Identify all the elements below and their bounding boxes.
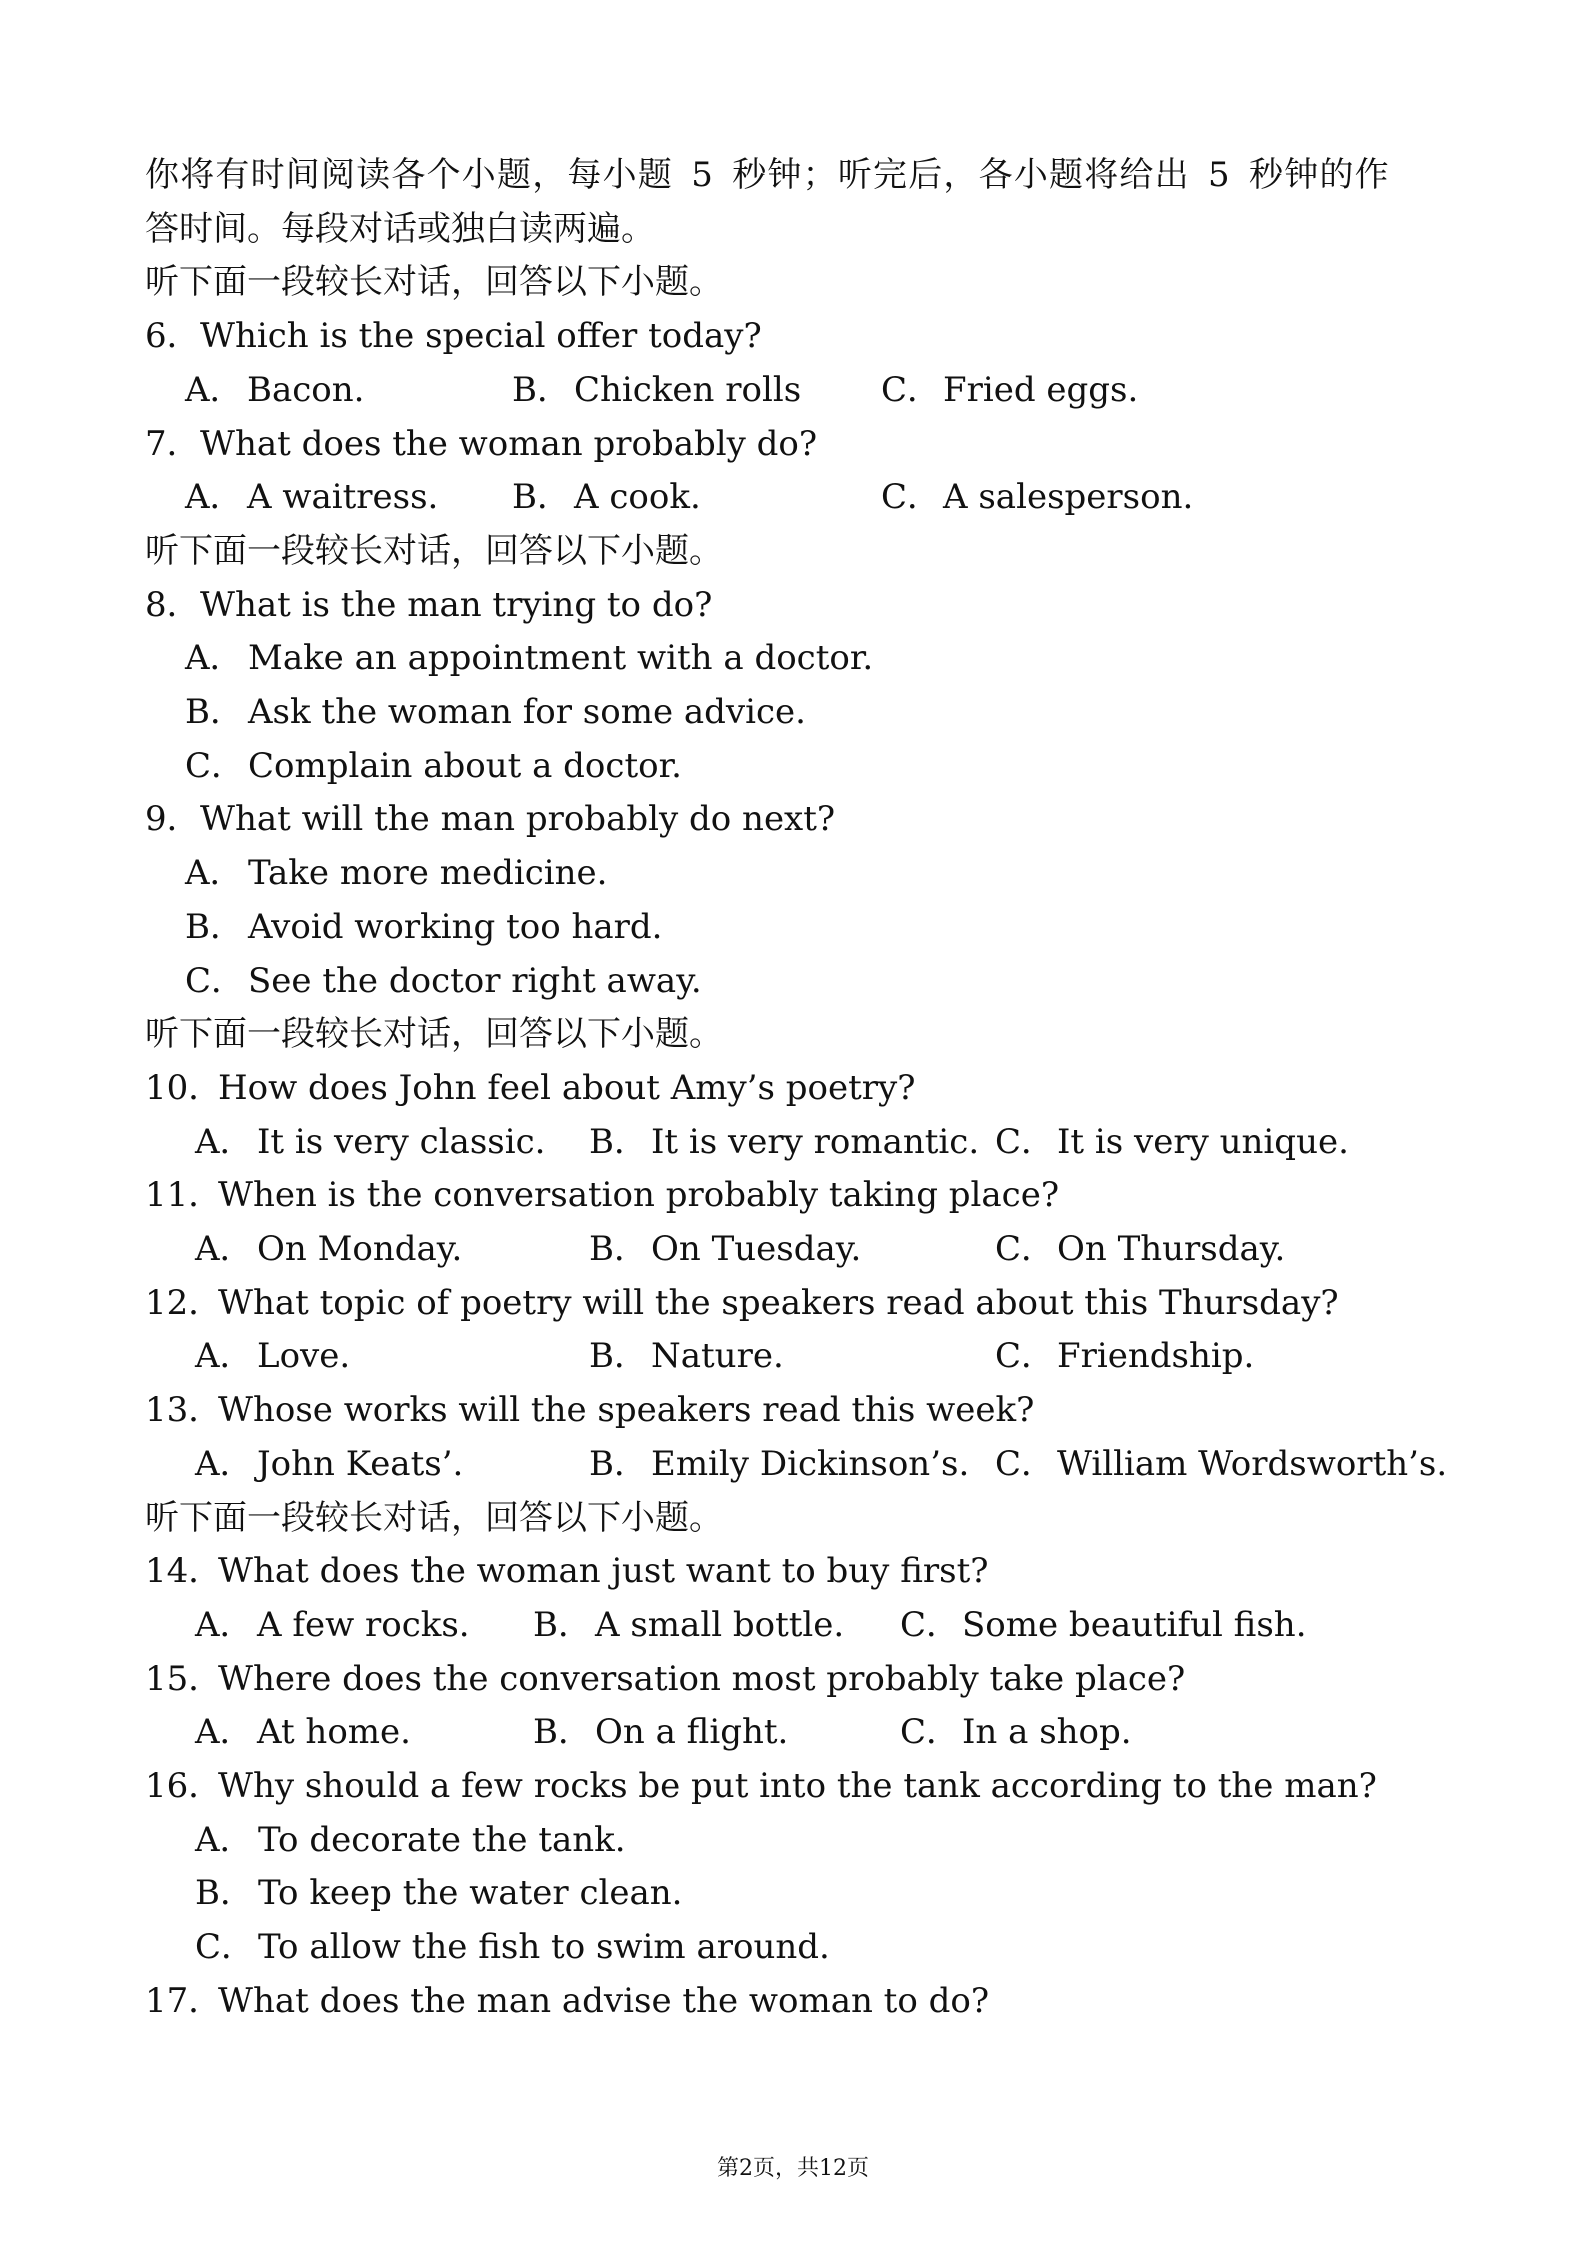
section-instruction bbox=[0, 524, 1586, 578]
section-instruction-text: 听下面一段较长对话，回答以下小题。 bbox=[145, 1497, 723, 1538]
question-number: 9． bbox=[145, 799, 201, 840]
option-letter: B． bbox=[589, 1336, 648, 1377]
question-row bbox=[0, 1061, 1586, 1115]
question-text: What does the woman probably do? bbox=[200, 423, 818, 464]
option-row bbox=[0, 1813, 1586, 1867]
question-row bbox=[0, 1652, 1586, 1706]
question-text: How does John feel about Amy’s poetry? bbox=[218, 1067, 916, 1108]
option-letter: B． bbox=[512, 477, 571, 518]
option-text: Bacon. bbox=[247, 369, 365, 410]
option-row bbox=[0, 363, 1586, 417]
option-letter: C． bbox=[995, 1229, 1056, 1269]
option-text: A small bottle. bbox=[595, 1604, 845, 1645]
intro-line bbox=[0, 202, 1586, 256]
question-row bbox=[0, 1276, 1586, 1330]
option-letter: C． bbox=[195, 1927, 256, 1968]
option-letter: C． bbox=[900, 1712, 961, 1753]
question-row bbox=[0, 1544, 1586, 1598]
option-letter: B． bbox=[185, 692, 244, 732]
question-number: 8． bbox=[145, 584, 201, 625]
question-row bbox=[0, 417, 1586, 471]
option-row bbox=[0, 739, 1586, 793]
option-letter: B． bbox=[589, 1121, 648, 1162]
question-number: 13． bbox=[145, 1390, 223, 1431]
option-text: Friendship. bbox=[1057, 1336, 1255, 1377]
question-text: What topic of poetry will the speakers read about this Thursday? bbox=[218, 1282, 1339, 1323]
option-row bbox=[0, 1705, 1586, 1759]
option-text: Nature. bbox=[651, 1336, 784, 1377]
option-letter: A． bbox=[195, 1443, 254, 1484]
question-number: 14． bbox=[145, 1551, 223, 1592]
option-row bbox=[0, 631, 1586, 685]
question-row bbox=[0, 792, 1586, 846]
option-letter: C． bbox=[185, 960, 246, 1001]
question-text: Why should a few rocks be put into the tank according to the man? bbox=[218, 1766, 1377, 1806]
option-text: Complain about a doctor. bbox=[248, 745, 682, 786]
question-row bbox=[0, 1383, 1586, 1437]
intro-text: 你将有时间阅读各个小题，每小题 5 秒钟；听完后，各小题将给出 5 秒钟的作 bbox=[145, 155, 1390, 195]
page-footer: 第2页，共12页 bbox=[717, 2156, 869, 2181]
option-letter: A． bbox=[185, 853, 244, 894]
option-text: Avoid working too hard. bbox=[248, 906, 663, 947]
option-text: On Tuesday. bbox=[651, 1229, 862, 1269]
option-letter: A． bbox=[195, 1819, 254, 1860]
question-text: What does the man advise the woman to do? bbox=[218, 1980, 990, 2021]
option-letter: B． bbox=[533, 1604, 592, 1645]
option-text: On a flight. bbox=[595, 1712, 789, 1753]
question-number: 11． bbox=[145, 1175, 223, 1216]
option-letter: C． bbox=[995, 1443, 1056, 1484]
question-row bbox=[0, 309, 1586, 363]
option-text: William Wordsworth’s. bbox=[1057, 1443, 1448, 1484]
question-number: 10． bbox=[145, 1067, 223, 1108]
option-text: Chicken rolls bbox=[574, 369, 802, 410]
option-letter: C． bbox=[995, 1336, 1056, 1377]
option-letter: C． bbox=[900, 1604, 961, 1645]
option-letter: C． bbox=[995, 1121, 1056, 1162]
option-text: It is very unique. bbox=[1057, 1121, 1349, 1162]
option-letter: B． bbox=[589, 1443, 648, 1484]
option-letter: A． bbox=[195, 1604, 254, 1645]
option-letter: A． bbox=[195, 1336, 254, 1377]
section-instruction bbox=[0, 1007, 1586, 1061]
option-text: To decorate the tank. bbox=[258, 1819, 626, 1860]
question-number: 12． bbox=[145, 1282, 223, 1323]
option-text: In a shop. bbox=[962, 1712, 1132, 1753]
option-letter: A． bbox=[185, 369, 244, 410]
section-instruction-text: 听下面一段较长对话，回答以下小题。 bbox=[145, 1014, 723, 1055]
option-text: It is very classic. bbox=[257, 1121, 546, 1162]
option-letter: C． bbox=[881, 477, 942, 518]
option-letter: A． bbox=[195, 1712, 254, 1753]
option-letter: C． bbox=[185, 745, 246, 786]
question-number: 15． bbox=[145, 1658, 223, 1699]
option-row bbox=[0, 685, 1586, 739]
question-row bbox=[0, 1759, 1586, 1813]
option-text: Love. bbox=[257, 1336, 351, 1377]
option-text: Take more medicine. bbox=[248, 853, 608, 894]
option-letter: C． bbox=[881, 369, 942, 410]
section-instruction-text: 听下面一段较长对话，回答以下小题。 bbox=[145, 262, 723, 303]
option-row bbox=[0, 954, 1586, 1008]
option-letter: B． bbox=[512, 369, 571, 410]
option-row bbox=[0, 846, 1586, 900]
question-text: What does the woman just want to buy first? bbox=[218, 1551, 989, 1592]
option-text: Make an appointment with a doctor. bbox=[248, 638, 874, 679]
option-letter: A． bbox=[195, 1121, 254, 1162]
question-text: What will the man probably do next? bbox=[200, 799, 836, 840]
option-text: Ask the woman for some advice. bbox=[248, 692, 806, 732]
option-letter: B． bbox=[533, 1712, 592, 1753]
option-text: Some beautiful fish. bbox=[962, 1604, 1307, 1645]
option-row bbox=[0, 1598, 1586, 1652]
question-text: Where does the conversation most probably take place? bbox=[218, 1658, 1186, 1699]
option-text: A cook. bbox=[574, 477, 701, 518]
option-row bbox=[0, 1920, 1586, 1974]
question-text: Which is the special offer today? bbox=[200, 316, 762, 357]
question-number: 16． bbox=[145, 1766, 223, 1806]
option-row bbox=[0, 900, 1586, 954]
option-letter: A． bbox=[195, 1229, 254, 1269]
option-row bbox=[0, 1329, 1586, 1383]
option-letter: A． bbox=[185, 638, 244, 679]
question-number: 17． bbox=[145, 1980, 223, 2021]
question-text: When is the conversation probably taking place? bbox=[218, 1175, 1060, 1216]
option-row bbox=[0, 1866, 1586, 1920]
question-row bbox=[0, 578, 1586, 632]
question-row bbox=[0, 1168, 1586, 1222]
option-letter: B． bbox=[185, 906, 244, 947]
option-row bbox=[0, 1437, 1586, 1491]
option-text: On Thursday. bbox=[1057, 1229, 1286, 1269]
option-letter: A． bbox=[185, 477, 244, 518]
option-text: A salesperson. bbox=[943, 477, 1194, 518]
option-text: To allow the fish to swim around. bbox=[258, 1927, 830, 1968]
section-instruction bbox=[0, 255, 1586, 309]
option-text: It is very romantic. bbox=[651, 1121, 980, 1162]
section-instruction bbox=[0, 1491, 1586, 1545]
option-row bbox=[0, 1222, 1586, 1276]
option-text: To keep the water clean. bbox=[258, 1873, 683, 1914]
question-row bbox=[0, 1974, 1586, 2028]
intro-text: 答时间。每段对话或独白读两遍。 bbox=[145, 208, 655, 249]
question-number: 6． bbox=[145, 316, 201, 357]
option-row bbox=[0, 1115, 1586, 1169]
option-letter: B． bbox=[589, 1229, 648, 1269]
option-text: John Keats’. bbox=[257, 1443, 464, 1484]
option-text: See the doctor right away. bbox=[248, 960, 702, 1001]
option-text: Emily Dickinson’s. bbox=[651, 1443, 970, 1484]
option-text: At home. bbox=[257, 1712, 411, 1753]
section-instruction-text: 听下面一段较长对话，回答以下小题。 bbox=[145, 530, 723, 571]
intro-line bbox=[0, 148, 1586, 202]
question-text: What is the man trying to do? bbox=[200, 584, 713, 625]
option-text: A few rocks. bbox=[257, 1604, 470, 1645]
option-row bbox=[0, 470, 1586, 524]
option-text: Fried eggs. bbox=[943, 369, 1139, 410]
question-text: Whose works will the speakers read this week? bbox=[218, 1390, 1035, 1431]
option-text: A waitress. bbox=[247, 477, 439, 518]
option-letter: B． bbox=[195, 1873, 254, 1914]
option-text: On Monday. bbox=[257, 1229, 463, 1269]
question-number: 7． bbox=[145, 423, 201, 464]
